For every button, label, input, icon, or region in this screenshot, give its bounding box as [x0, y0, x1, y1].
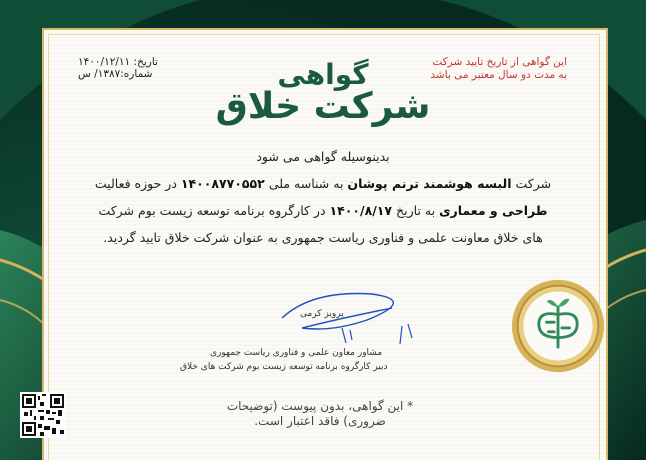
body-mid3: به تاریخ	[396, 203, 436, 218]
national-id: ۱۴۰۰۸۷۷۰۵۵۲	[180, 176, 265, 191]
validity-line2: به مدت دو سال معتبر می باشد	[430, 69, 567, 81]
body-mid1: به شناسه ملی	[268, 176, 344, 191]
activity-field: طراحی و معماری	[439, 203, 548, 218]
signature-scribble	[272, 288, 422, 348]
approval-date: ۱۴۰۰/۸/۱۷	[329, 203, 393, 218]
date-value: ۱۴۰۰/۱۲/۱۱	[78, 56, 131, 68]
certificate-title-top: گواهی	[277, 58, 369, 91]
qr-code-icon[interactable]	[20, 392, 66, 438]
body-mid4: در کارگروه برنامه توسعه زیست بوم شرکت های خلاق معاونت علمی و فناوری ریاست جمهوری به عنوان شرکت خلاق تایید گردید.	[98, 203, 543, 245]
number-label: شماره:	[120, 68, 153, 80]
signer-role-1: مشاور معاون علمی و فناوری ریاست جمهوری	[210, 348, 383, 358]
number-value: ۱۳۸۷/ س	[78, 68, 121, 80]
seal-emblem-icon	[510, 278, 606, 374]
validity-line1: این گواهی از تاریخ تایید شرکت	[432, 56, 567, 68]
certificate-body	[88, 143, 558, 251]
certificate-intro: بدینوسیله گواهی می شود	[256, 149, 390, 164]
date-label: تاریخ:	[133, 56, 158, 68]
company-name: البسه هوشمند ترنم پوشان	[347, 176, 512, 191]
body-prefix: شرکت	[515, 176, 552, 191]
validity-footnote: * این گواهی، بدون پیوست (توضیحات ضروری) فاقد اعتبار است.	[226, 399, 414, 428]
signer-role-2: دبیر کارگروه برنامه توسعه زیست بوم شرکت های خلاق	[180, 362, 388, 372]
body-mid2: در حوزه فعالیت	[94, 176, 177, 191]
certificate-title-main: شرکت خلاق	[215, 86, 431, 127]
signer-name: پرویز کرمی	[300, 309, 344, 319]
